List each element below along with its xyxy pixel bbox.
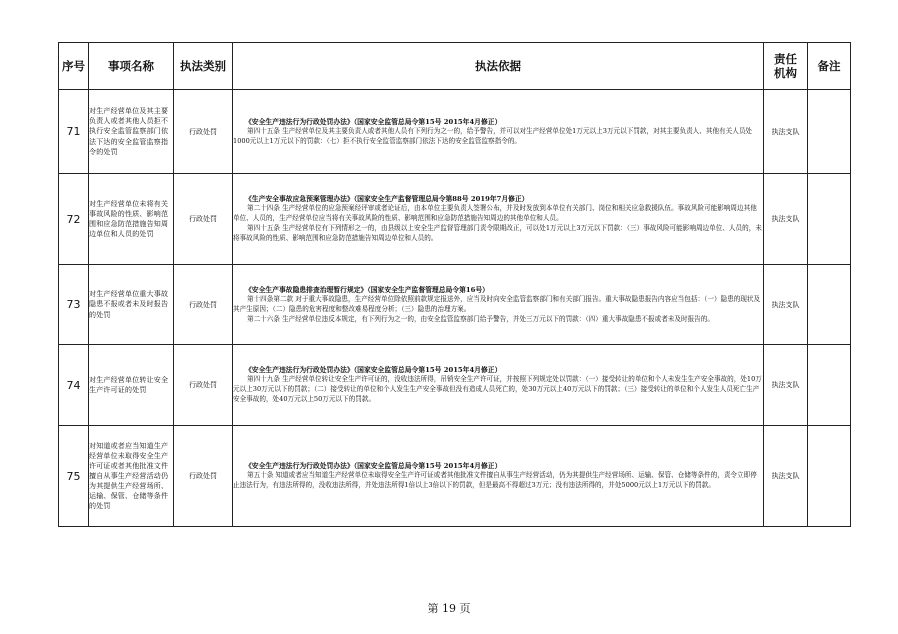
- row-basis: [233, 345, 764, 426]
- law-paragraph: 第四十五条 生产经营单位有下列情形之一的，由县级以上安全生产监督管理部门责令限期改正，可以处1万元以上3万元以下罚款：（三）事故风险可能影响周边单位、人员的，未将事故风险的性质、影响范围和应急防范措施告知周边单位和人员的。: [233, 224, 762, 242]
- law-paragraph: 第五十条 知道或者应当知道生产经营单位未取得安全生产许可证或者其他批准文件擅自从事生产经营活动，仍为其提供生产经营场所、运输、保管、仓储等条件的，责令立即停止违法行为，有违法所得的，没收违法所得，并处违法所得1倍以上3倍以下的罚款，但是最高不得超过3万元；没有违法所得的，并处5000元以上1万元以下的罚款。: [233, 471, 757, 490]
- row-no: 74: [59, 345, 89, 426]
- page-number: 第 19 页: [427, 602, 471, 615]
- row-no: 73: [59, 265, 89, 345]
- row-name: 对知道或者应当知道生产经营单位未取得安全生产许可证或者其他批准文件擅自从事生产经营活动仍为其提供生产经营场所、运输、保管、仓储等条件的处罚: [89, 426, 174, 527]
- header-org: [764, 43, 808, 90]
- row-org: 执法支队: [764, 426, 808, 527]
- law-paragraph: 第四十五条 生产经营单位及其主要负责人或者其他人员有下列行为之一的，给予警告，并可以对生产经营单位处1万元以上3万元以下罚款，对其主要负责人、其他有关人员处1000元以上1万元以下的罚款：（七）拒不执行安全监管监察部门依法下达的安全监管监察指令的。: [233, 126, 753, 145]
- law-title: 《安全生产事故隐患排查治理暂行规定》（国家安全生产监督管理总局令第16号）: [245, 285, 489, 294]
- row-org: 执法支队: [764, 174, 808, 265]
- table-row: [59, 345, 851, 426]
- row-type: 行政处罚: [174, 426, 233, 527]
- row-note: [808, 265, 851, 345]
- row-no: 71: [59, 90, 89, 174]
- header-note: 备注: [808, 43, 851, 90]
- row-name: 对生产经营单位转让安全生产许可证的处罚: [89, 345, 174, 426]
- row-no: 72: [59, 174, 89, 265]
- header-org-label: 责任 机构: [774, 51, 797, 80]
- table-header-row: [59, 43, 851, 90]
- row-name: 对生产经营单位重大事故隐患不报或者未及时报告的处罚: [89, 265, 174, 345]
- row-note: [808, 426, 851, 527]
- law-paragraph: 第二十六条 生产经营单位违反本规定，有下列行为之一的，由安全监管监察部门给予警告，并处三万元以下的罚款：（四）重大事故隐患不报或者未及时报告的。: [247, 314, 714, 323]
- row-basis: [233, 426, 764, 527]
- row-basis: [233, 90, 764, 174]
- row-note: [808, 174, 851, 265]
- law-title: 《安全生产违法行为行政处罚办法》（国家安全监管总局令第15号 2015年4月修正）: [245, 462, 502, 471]
- row-type: 行政处罚: [174, 265, 233, 345]
- law-paragraph: 第二十四条 生产经营单位的应急预案经评审或者论证后，由本单位主要负责人签署公布，并及时发放到本单位有关部门、岗位和相关应急救援队伍。事故风险可能影响周边其他单位、人员的，生产经营单位应当将有关事故风险的性质、影响范围和应急防范措施告知周边的其他单位和人员。: [233, 204, 757, 223]
- law-title: 《生产安全事故应急预案管理办法》（国家安全生产监督管理总局令第88号 2019年7月修正）: [245, 195, 529, 204]
- header-basis: 执法依据: [233, 43, 764, 90]
- row-basis: [233, 174, 764, 265]
- row-type: 行政处罚: [174, 90, 233, 174]
- row-org: 执法支队: [764, 90, 808, 174]
- row-type: 行政处罚: [174, 174, 233, 265]
- row-note: [808, 90, 851, 174]
- row-basis: [233, 265, 764, 345]
- row-note: [808, 345, 851, 426]
- row-no: 75: [59, 426, 89, 527]
- row-org: 执法支队: [764, 265, 808, 345]
- row-type: 行政处罚: [174, 345, 233, 426]
- header-name: 事项名称: [89, 43, 174, 90]
- table-row: [59, 265, 851, 345]
- law-title: 《安全生产违法行为行政处罚办法》（国家安全监管总局令第15号 2015年4月修正）: [245, 366, 502, 375]
- table-row: [59, 174, 851, 265]
- row-org: 执法支队: [764, 345, 808, 426]
- law-title: 《安全生产违法行为行政处罚办法》（国家安全监管总局令第15号 2015年4月修正）: [245, 117, 502, 126]
- law-paragraph: 第四十九条 生产经营单位转让安全生产许可证的，没收违法所得，吊销安全生产许可证，并按照下列规定处以罚款：（一）接受转让的单位和个人未发生生产安全事故的，处10万元以上30万元以下的罚款；（二）接受转让的单位和个人发生生产安全事故但没有造成人员死亡的，处30万元以上40万元以下的罚款；（三）接受转让的单位和个人发生人员死亡生产安全事故的，处40万元以上50万元以下的罚款。: [233, 375, 762, 404]
- table-row: [59, 90, 851, 174]
- row-name: 对生产经营单位未将有关事故风险的性质、影响范围和应急防范措施告知周边单位和人员的处罚: [89, 174, 174, 265]
- table-row: [59, 426, 851, 527]
- header-type: 执法类别: [174, 43, 233, 90]
- header-no: 序号: [59, 43, 89, 90]
- row-name: 对生产经营单位及其主要负责人或者其他人员拒不执行安全监管监察部门依法下达的安全监管监察指令的处罚: [89, 90, 174, 174]
- law-paragraph: 第十四条第二款 对于重大事故隐患，生产经营单位除依照前款规定报送外，应当及时向安全监管监察部门和有关部门报告。重大事故隐患报告内容应当包括：（一）隐患的现状及其产生原因；（二）隐患的危害程度和整改难易程度分析；（三）隐患的治理方案。: [233, 294, 761, 313]
- enforcement-table: [58, 42, 851, 527]
